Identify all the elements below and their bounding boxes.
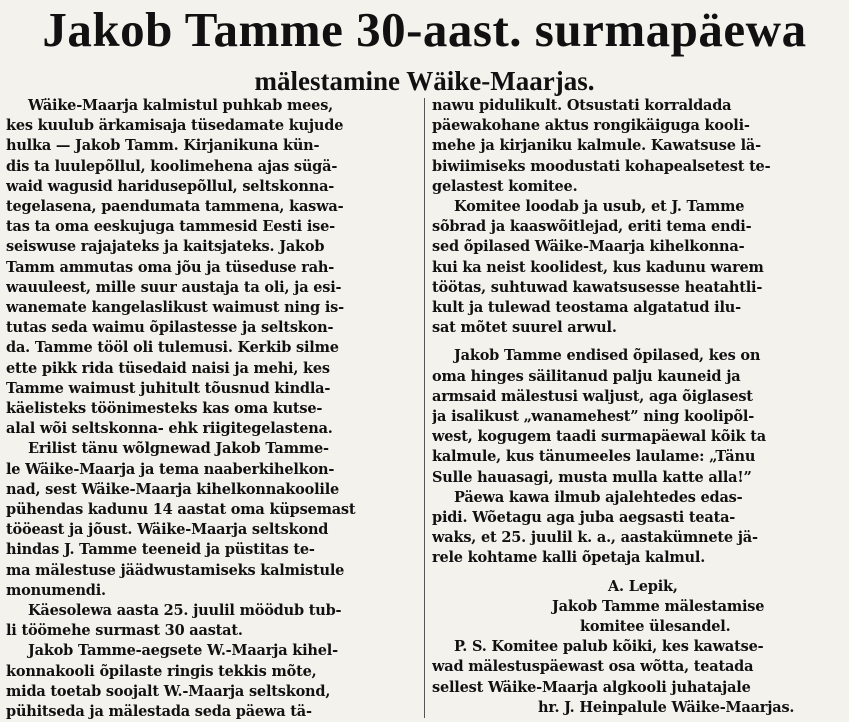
text-line: sat mõtet suurel arwul.	[432, 319, 617, 337]
text-line: konnakooli õpilaste ringis tekkis mõte,	[6, 662, 317, 680]
text-line: töötas, suhtuwad kawatsusesse heatahtli-	[432, 278, 763, 296]
text-line: Päewa kawa ilmub ajalehtedes edas-	[454, 488, 743, 506]
text-line: ja isalikust „wanamehest” ning koolipõl-	[432, 408, 755, 426]
text-line: nad, sest Wäike-Maarja kihelkonnakoolile	[6, 480, 340, 498]
text-line: le Wäike-Maarja ja tema naaberkihelkon-	[6, 460, 335, 478]
text-line: alal wõi seltskonna- ehk riigitegelastena.	[6, 420, 333, 438]
text-line: monumendi.	[6, 581, 106, 599]
text-line: pühendas kadunu 14 aastat oma küpsemast	[6, 501, 356, 519]
postscript-line: P. S. Komitee palub kõiki, kes kawatse-	[454, 638, 764, 656]
text-line: wauuleest, mille suur austaja ta oli, ja esi-	[6, 278, 342, 296]
text-line: waks, et 25. juulil k. a., aastakümnete jä-	[432, 529, 758, 547]
text-line: päewakohane aktus rongikäiguga kooli-	[432, 117, 750, 135]
postscript-line: hr. J. Heinpalule Wäike-Maarjas.	[538, 698, 795, 716]
text-line: Jakob Tamme endised õpilased, kes on	[454, 347, 761, 365]
text-line: käelisteks töönimesteks kas oma kutse-	[6, 400, 323, 418]
text-line: sõbrad ja kaaswõitlejad, eriti tema endi-	[432, 218, 752, 236]
text-line: tas ta oma eeskujuga tammesid Eesti ise-	[6, 218, 335, 236]
text-line: seiswuse rajajateks ja kaitsjateks. Jakob	[6, 238, 325, 256]
text-line: hulka — Jakob Tamm. Kirjanikuna kün-	[6, 137, 320, 155]
text-line: pühitseda ja mälestada seda päewa tä-	[6, 703, 312, 721]
signature-line: Jakob Tamme mälestamise	[552, 597, 765, 615]
text-line: Tamme waimust juhitult tõusnud kindla-	[6, 379, 331, 397]
text-line: kalmule, kus tänumeeles laulame: „Tänu	[432, 448, 756, 466]
text-line: rele kohtame kalli õpetaja kalmul.	[432, 549, 706, 567]
text-line: tööeast ja jõust. Wäike-Maarja seltskond	[6, 521, 329, 539]
text-line: da. Tamme tööl oli tulemusi. Kerkib silme	[6, 339, 339, 357]
text-line: nawu pidulikult. Otsustati korraldada	[432, 97, 732, 114]
text-line: ette pikk rida tüsedaid naisi ja mehi, kes	[6, 359, 330, 377]
text-line: ma mälestuse jäädwustamiseks kalmistule	[6, 561, 345, 579]
text-line: Komitee loodab ja usub, et J. Tamme	[454, 198, 745, 216]
text-line: kui ka neist koolidest, kus kadunu warem	[432, 258, 764, 276]
right-column	[432, 96, 844, 718]
text-line: mehe ja kirjaniku kalmule. Kawatsuse lä-	[432, 137, 761, 155]
text-line: tutas seda waimu õpilastesse ja seltskon-	[6, 319, 334, 337]
signature-line: komitee ülesandel.	[580, 618, 731, 636]
text-line: west, kogugem taadi surmapäewal kõik ta	[432, 428, 766, 446]
text-line: mida toetab soojalt W.-Maarja seltskond,	[6, 682, 331, 700]
text-line: Sulle hauasagi, musta mulla katte alla!”	[432, 468, 752, 486]
text-line: gelastest komitee.	[432, 177, 578, 195]
text-line: waid wagusid haridusepõllul, seltskonna-	[6, 177, 335, 195]
text-line: Wäike-Maarja kalmistul puhkab mees,	[28, 97, 334, 114]
text-line: biwiimiseks moodustati kohapealsetest te-	[432, 157, 771, 175]
headline: Jakob Tamme 30-aast. surmapäewa	[42, 2, 807, 57]
text-line: sed õpilased Wäike-Maarja kihelkonna-	[432, 238, 745, 256]
text-line: oma hinges säilitanud palju kauneid ja	[432, 367, 741, 385]
text-line: wanemate kangelaslikust waimust ning is-	[6, 299, 344, 317]
text-line: Erilist tänu wõlgnewad Jakob Tamme-	[28, 440, 329, 458]
text-line: li töömehe surmast 30 aastat.	[6, 622, 243, 640]
left-column	[6, 96, 418, 722]
signature-name: A. Lepik,	[608, 577, 678, 595]
text-line: kes kuulub ärkamisaja tüsedamate kujude	[6, 117, 344, 135]
text-line: Tamm ammutas oma jõu ja tüseduse rah-	[6, 258, 335, 276]
text-line: dis ta luulepõllul, koolimehena ajas sügä-	[6, 157, 338, 175]
subheadline: mälestamine Wäike-Maarjas.	[254, 66, 595, 96]
text-line: armsaid mälestusi waljust, aga õiglasest	[432, 387, 753, 405]
text-line: pidi. Wõetagu aga juba aegsasti teata-	[432, 509, 736, 527]
text-line: kult ja tulewad teostama algatatud ilu-	[432, 299, 741, 317]
text-line: Jakob Tamme-aegsete W.-Maarja kihel-	[28, 642, 338, 660]
postscript-line: sellest Wäike-Maarja algkooli juhatajale	[432, 678, 751, 696]
column-divider	[424, 98, 425, 718]
text-line: tegelasena, paendumata tammena, kaswa-	[6, 198, 344, 216]
text-line: hindas J. Tamme teeneid ja püstitas te-	[6, 541, 315, 559]
postscript-line: wad mälestuspäewast osa wõtta, teatada	[432, 658, 754, 676]
text-line: Käesolewa aasta 25. juulil möödub tub-	[28, 602, 342, 620]
